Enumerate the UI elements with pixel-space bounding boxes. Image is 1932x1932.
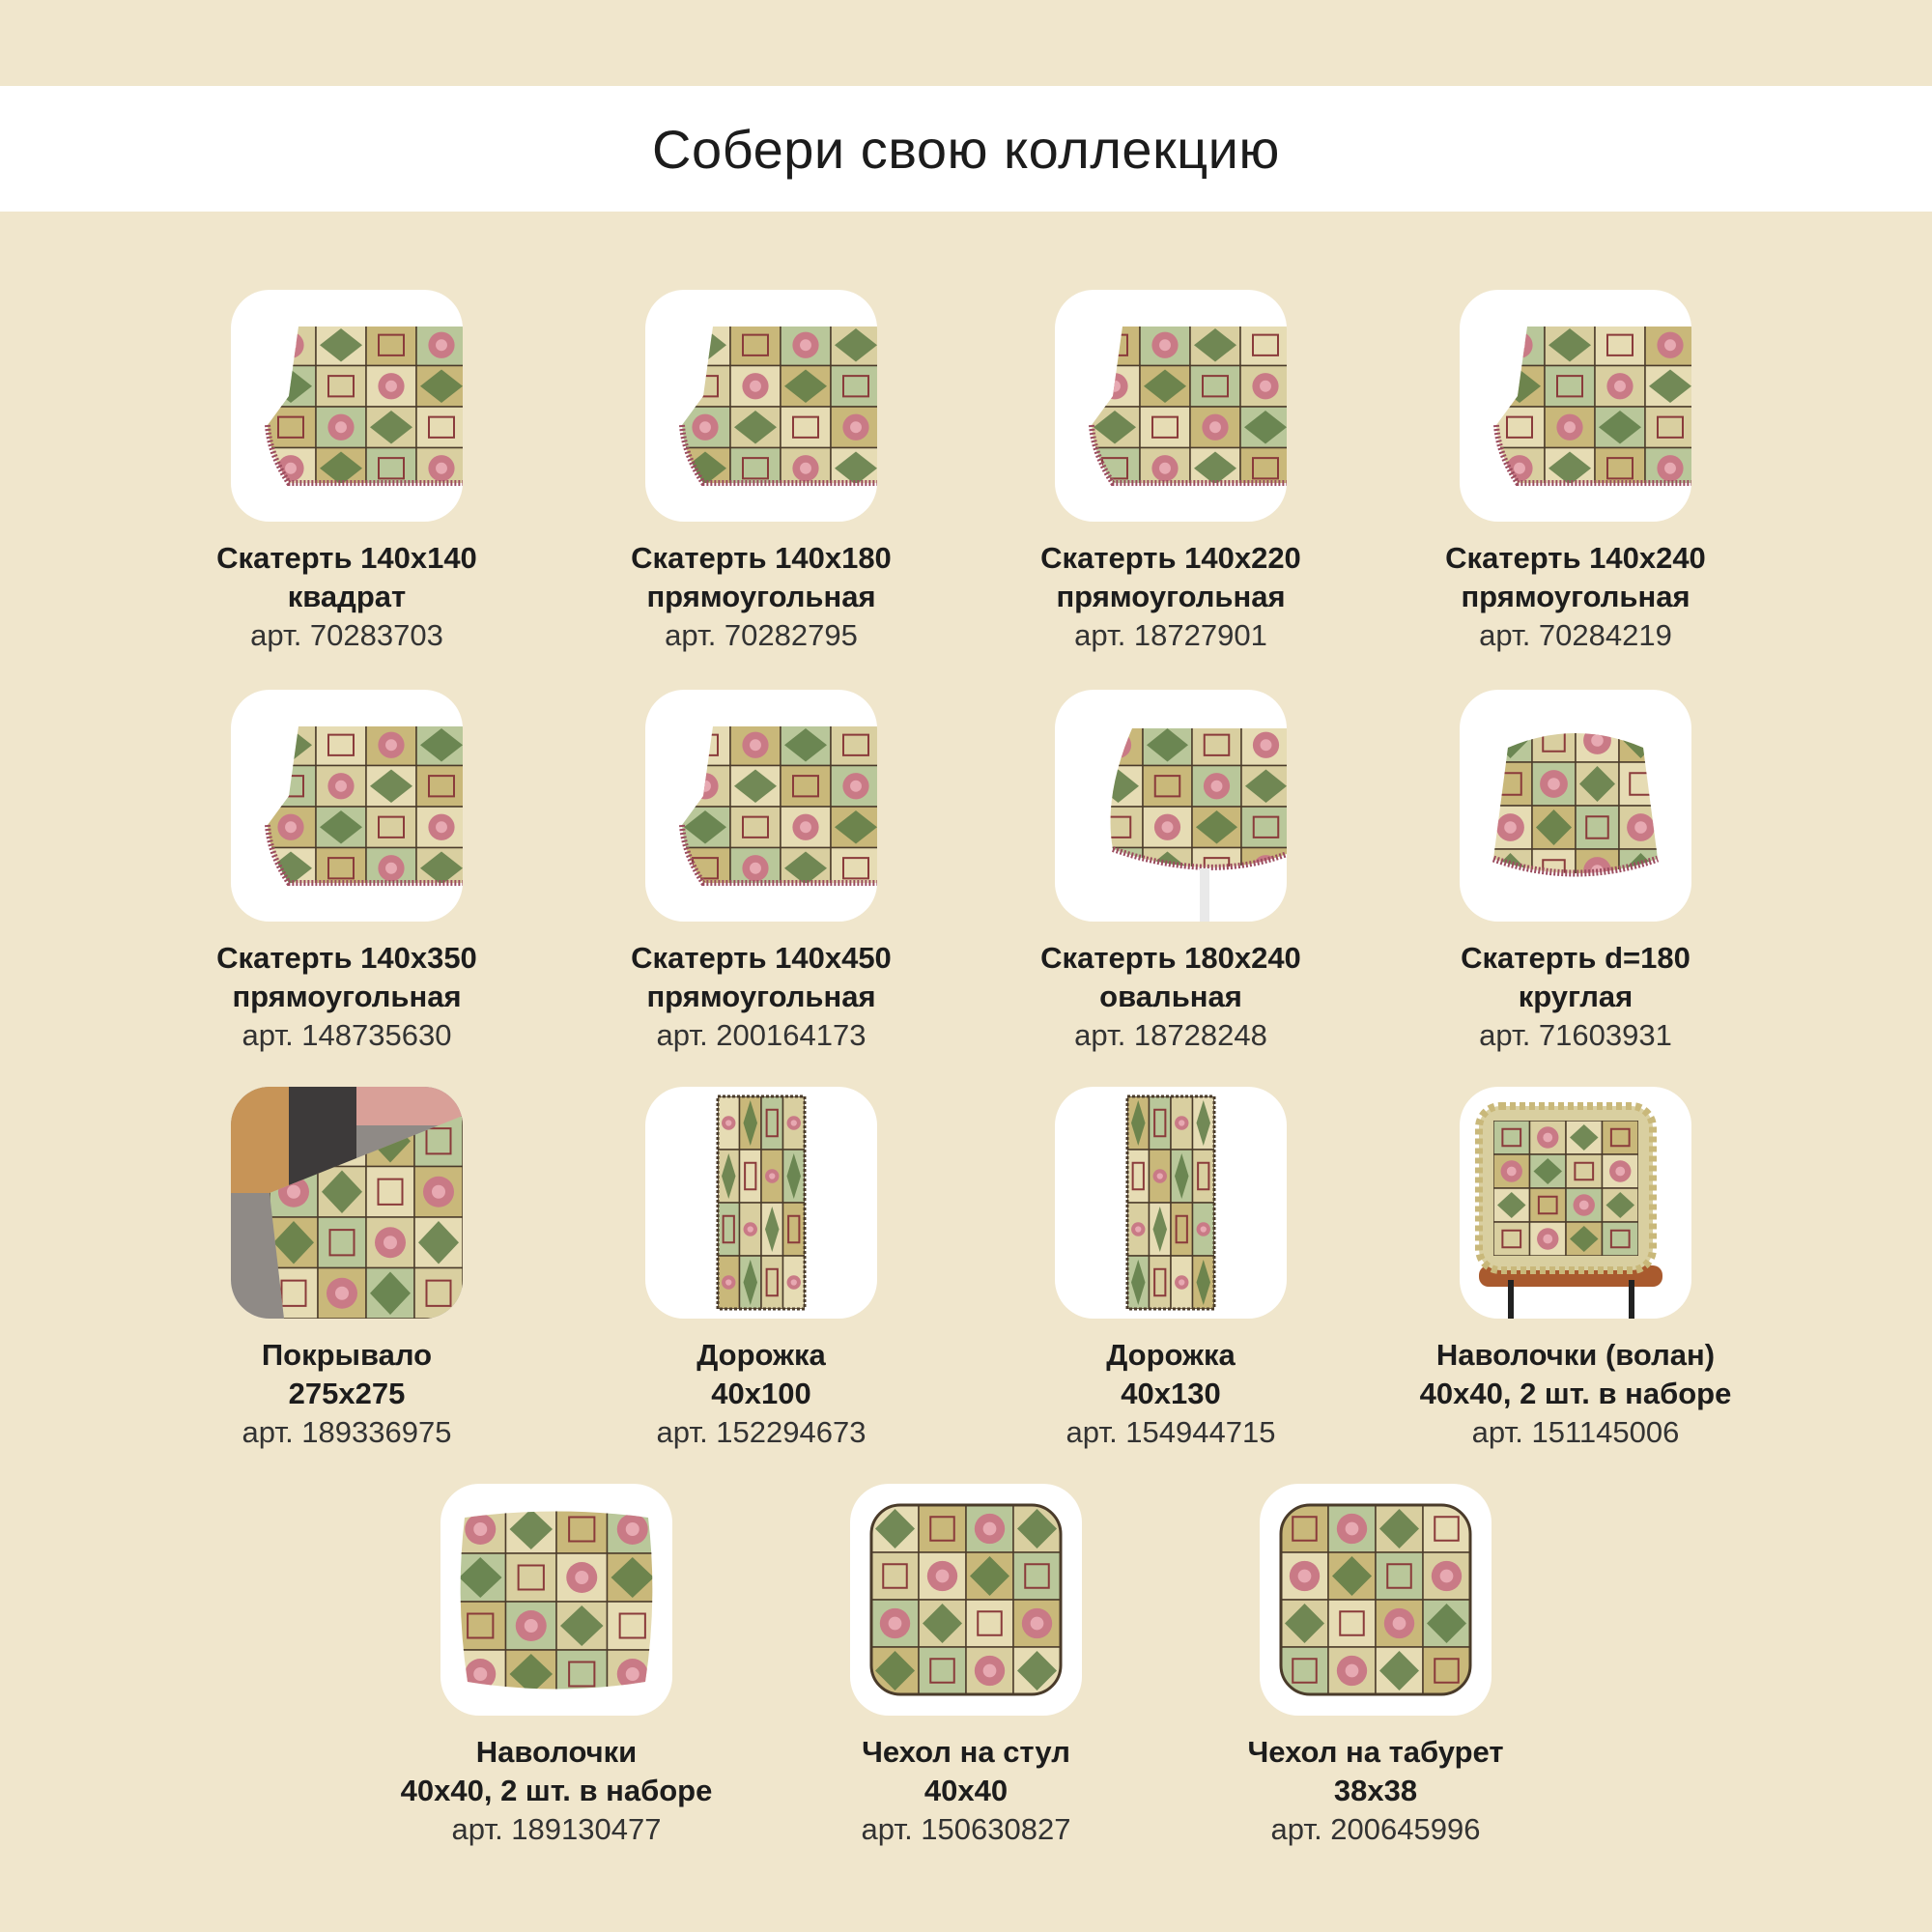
- bedspread-icon[interactable]: [231, 1087, 463, 1319]
- product-name: Скатерть 140х350: [216, 941, 477, 975]
- product-card[interactable]: [978, 1087, 1364, 1452]
- round-tablecloth-icon[interactable]: [1460, 690, 1691, 922]
- product-caption: [568, 1336, 954, 1452]
- rect-tablecloth-icon[interactable]: [1460, 290, 1691, 522]
- product-caption: [154, 539, 540, 655]
- product-name: Скатерть 140х180: [631, 541, 892, 575]
- product-article: арт. 151145006: [1471, 1415, 1680, 1449]
- product-size: прямоугольная: [1461, 580, 1690, 613]
- product-card[interactable]: [154, 690, 540, 1055]
- product-caption: [773, 1733, 1159, 1849]
- product-article: арт. 71603931: [1479, 1018, 1672, 1052]
- product-card[interactable]: [363, 1484, 750, 1849]
- product-size: овальная: [1099, 980, 1242, 1013]
- product-name: Покрывало: [261, 1338, 433, 1372]
- product-name: Наволочки (волан): [1435, 1338, 1716, 1372]
- chair-cover-icon[interactable]: [850, 1484, 1082, 1716]
- product-article: арт. 148735630: [242, 1018, 452, 1052]
- product-size: прямоугольная: [646, 580, 876, 613]
- product-caption: [363, 1733, 750, 1849]
- product-size: 275х275: [288, 1377, 406, 1410]
- product-size: круглая: [1518, 980, 1634, 1013]
- product-caption: [1182, 1733, 1569, 1849]
- product-card[interactable]: [1382, 290, 1769, 655]
- square-tablecloth-icon[interactable]: [231, 290, 463, 522]
- product-card[interactable]: [1382, 1087, 1769, 1452]
- product-caption: [1382, 539, 1769, 655]
- product-name: Дорожка: [1106, 1338, 1236, 1372]
- product-card[interactable]: [1382, 690, 1769, 1055]
- product-name: Скатерть 140х140: [216, 541, 477, 575]
- table-runner-icon[interactable]: [645, 1087, 877, 1319]
- page-title: Собери свою коллекцию: [652, 118, 1280, 180]
- product-caption: [1382, 939, 1769, 1055]
- rect-tablecloth-icon[interactable]: [645, 690, 877, 922]
- product-card[interactable]: [154, 290, 540, 655]
- header-banner: [0, 86, 1932, 212]
- product-article: арт. 200164173: [656, 1018, 867, 1052]
- product-name: Чехол на табурет: [1247, 1735, 1504, 1769]
- product-article: арт. 189336975: [242, 1415, 452, 1449]
- rect-tablecloth-icon[interactable]: [231, 690, 463, 922]
- product-card[interactable]: [1182, 1484, 1569, 1849]
- product-name: Скатерть 140х240: [1445, 541, 1706, 575]
- product-article: арт. 200645996: [1270, 1812, 1481, 1846]
- product-article: арт. 189130477: [451, 1812, 662, 1846]
- product-card[interactable]: [154, 1087, 540, 1452]
- product-caption: [154, 939, 540, 1055]
- oval-tablecloth-icon[interactable]: [1055, 690, 1287, 922]
- product-article: арт. 70284219: [1479, 618, 1672, 652]
- product-name: Скатерть 140х220: [1040, 541, 1301, 575]
- product-size: 40х40, 2 шт. в наборе: [400, 1774, 713, 1807]
- product-name: Скатерть d=180: [1461, 941, 1690, 975]
- product-article: арт. 18728248: [1074, 1018, 1267, 1052]
- product-caption: [568, 939, 954, 1055]
- table-runner-icon[interactable]: [1055, 1087, 1287, 1319]
- product-name: Скатерть 140х450: [631, 941, 892, 975]
- stool-cover-icon[interactable]: [1260, 1484, 1492, 1716]
- rect-tablecloth-icon[interactable]: [645, 290, 877, 522]
- product-caption: [1382, 1336, 1769, 1452]
- rect-tablecloth-icon[interactable]: [1055, 290, 1287, 522]
- product-card[interactable]: [773, 1484, 1159, 1849]
- product-caption: [978, 539, 1364, 655]
- product-name: Дорожка: [696, 1338, 826, 1372]
- product-caption: [978, 939, 1364, 1055]
- product-caption: [154, 1336, 540, 1452]
- product-name: Скатерть 180х240: [1040, 941, 1301, 975]
- product-article: арт. 70282795: [665, 618, 858, 652]
- product-card[interactable]: [978, 290, 1364, 655]
- pillow-icon[interactable]: [440, 1484, 672, 1716]
- ruffle-pillow-icon[interactable]: [1460, 1087, 1691, 1319]
- product-article: арт. 70283703: [250, 618, 443, 652]
- product-size: 40х40: [923, 1774, 1009, 1807]
- product-size: 40х40, 2 шт. в наборе: [1419, 1377, 1732, 1410]
- product-caption: [978, 1336, 1364, 1452]
- product-article: арт. 154944715: [1065, 1415, 1276, 1449]
- product-card[interactable]: [978, 690, 1364, 1055]
- product-article: арт. 152294673: [656, 1415, 867, 1449]
- product-card[interactable]: [568, 290, 954, 655]
- product-card[interactable]: [568, 690, 954, 1055]
- product-size: прямоугольная: [1056, 580, 1286, 613]
- product-caption: [568, 539, 954, 655]
- product-size: квадрат: [287, 580, 407, 613]
- product-name: Наволочки: [475, 1735, 638, 1769]
- product-article: арт. 150630827: [861, 1812, 1071, 1846]
- product-name: Чехол на стул: [862, 1735, 1070, 1769]
- product-size: прямоугольная: [646, 980, 876, 1013]
- product-article: арт. 18727901: [1074, 618, 1267, 652]
- product-card[interactable]: [568, 1087, 954, 1452]
- product-size: 38х38: [1333, 1774, 1418, 1807]
- product-size: прямоугольная: [232, 980, 462, 1013]
- product-size: 40х100: [711, 1377, 811, 1410]
- product-size: 40х130: [1121, 1377, 1221, 1410]
